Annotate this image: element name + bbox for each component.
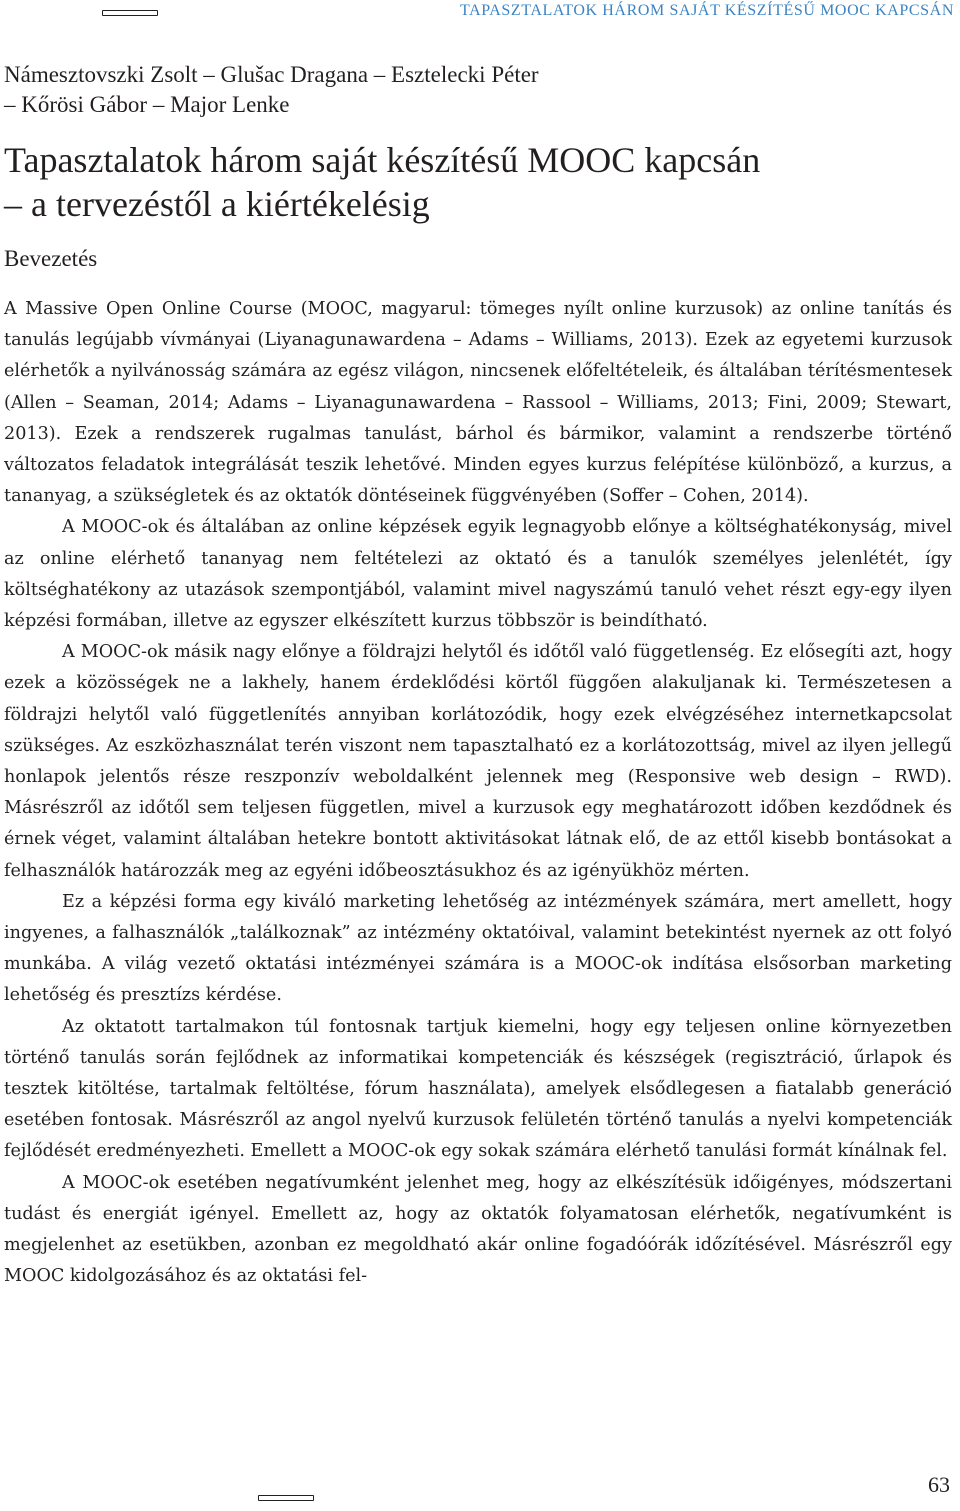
paragraph: A MOOC-ok és általában az online képzések egyik legnagyobb előnye a költséghatékonyság, mivel az online elérhető tananyag nem feltételezi az oktató és a tanulók személyes jelenlétét, így költséghatékony az utazások szempontjából, valamint mivel nagyszámú tanuló vehet részt egy-egy ilyen képzési formában, illetve az egyszer elkészített kurzus többször is beindítható.	[4, 517, 952, 632]
author-list	[4, 60, 944, 120]
footer-ornament	[258, 1495, 314, 1501]
paragraph: A MOOC-ok esetében negatívumként jelenhet meg, hogy az elkészítésük időigényes, módszertani tudást és energiát igényel. Emellett az, hogy az oktatók folyamatosan elérhetők, negatívumként is megjelenhet az esetükben, azonban ez megoldható akár online fogadóórák időzítésével. Másrészről egy MOOC kidolgozásához és az oktatási fel-	[4, 1172, 952, 1287]
paragraph: Ez a képzési forma egy kiváló marketing lehetőség az intézmények számára, mert amellett, hogy ingyenes, a falhasználók „találkoznak” az intézmény oktatóival, valamint betekintést nyernek az ott folyó munkába. A világ vezető oktatási intézményei számára is a MOOC-ok indítása elsősorban marketing lehetőség és presztízs kérdése.	[4, 891, 952, 1006]
paragraph: Az oktatott tartalmakon túl fontosnak tartjuk kiemelni, hogy egy teljesen online környezetben történő tanulás során fejlődnek az informatikai kompetenciák és készségek (regisztráció, űrlapok és tesztek kitöltése, tartalmak feltöltése, fórum használata), amelyek elsődlegesen a fiatalabb generáció esetében fontosak. Másrészről az angol nyelvű kurzusok felületén történő tanulás a nyelvi kompetenciák fejlődését eredményezheti. Emellett a MOOC-ok egy sokak számára elérhető tanulási formát kínálnak fel.	[4, 1016, 952, 1162]
author-line-2: – Kőrösi Gábor – Major Lenke	[4, 92, 290, 117]
title-line-1: Tapasztalatok három saját készítésű MOOC kapcsán	[4, 140, 761, 180]
section-heading: Bevezetés	[4, 246, 98, 271]
page-number: 63	[928, 1472, 950, 1497]
article-title	[4, 138, 944, 226]
header-ornament	[102, 10, 158, 16]
paragraph: A MOOC-ok másik nagy előnye a földrajzi helytől és időtől való függetlenség. Ez elősegíti azt, hogy ezek a közösségek ne a lakhely, hanem érdeklődési körtől függően alakuljanak ki. Természetesen a földrajzi helytől való függetlenítés annyiban korlátozódik, hogy ezek elvégzéséhez internetkapcsolat szükséges. Az eszközhasználat terén viszont nem tapasztalható ez a korlátozottság, mivel az ilyen jellegű honlapok jelentős része reszponzív weboldalként jelennek meg (Responsive web design – RWD). Másrészről az időtől sem teljesen független, mivel a kurzusok egy meghatározott időben kezdődnek és érnek véget, valamint általában hetekre bontott aktivitásokat látnak elő, de az ettől kisebb bontásokat a felhasználók határozzák meg az egyéni időbeosztásukhoz és az igényükhöz mérten.	[4, 642, 952, 881]
author-line-1: Námesztovszki Zsolt – Glušac Dragana – Esztelecki Péter	[4, 62, 539, 87]
paragraph: A Massive Open Online Course (MOOC, magyarul: tömeges nyílt online kurzusok) az online tanítás és tanulás legújabb vívmányai (Liyanagunawardena – Adams – Williams, 2013). Ezek az egyetemi kurzusok elérhetők a nyilvánosság számára az egész világon, nincsenek előfeltételeik, és általában térítésmentesek (Allen – Seaman, 2014; Adams – Liyanagunawardena – Rassool – Williams, 2013; Fini, 2009; Stewart, 2013). Ezek a rendszerek rugalmas tanulást, bárhol és bármikor, valamint a rendszerbe történő változatos feladatok integrálását teszik lehetővé. Minden egyes kurzus felépítése különböző, a kurzus, a tananyag, a szükségletek és az oktatók döntéseinek függvényében (Soffer – Cohen, 2014).	[4, 299, 952, 507]
body-text	[4, 294, 952, 1293]
running-head: TAPASZTALATOK HÁROM SAJÁT KÉSZÍTÉSŰ MOOC KAPCSÁN	[459, 2, 954, 19]
title-line-2: – a tervezéstől a kiértékelésig	[4, 184, 430, 224]
